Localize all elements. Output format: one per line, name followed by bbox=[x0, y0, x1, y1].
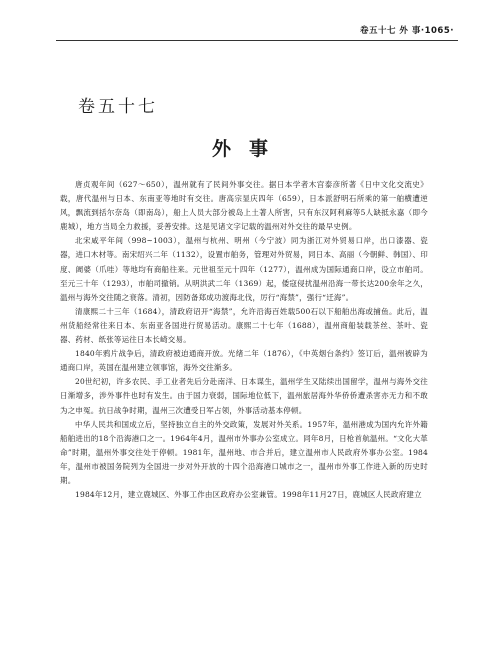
paragraph-3: 清康熙二十三年（1684），清政府诏开“海禁”，允许沿海百姓载500石以下船舶出海或捕鱼。此后，温州货船经常往来日本、东南亚各国进行贸易活动。康熙二十七年（1688），温州商船装载茶丝、茶叶、瓷器、药材、纸张等运往日本长崎交易。 bbox=[60, 306, 428, 345]
section-title: 外事 bbox=[211, 138, 286, 160]
chapter-title: 卷五十七 bbox=[78, 97, 158, 117]
body-text bbox=[60, 178, 428, 502]
header-rule bbox=[56, 40, 458, 41]
paragraph-7: 1984年12月，建立鹿城区、外事工作由区政府办公室兼管。1998年11月27日，鹿城区人民政府建立 bbox=[75, 490, 422, 500]
paragraph-2: 北宋咸平年间（998~1003），温州与杭州、明州（今宁波）同为浙江对外贸易口岸，出口漆器、瓷器，进口木材等。南宋绍兴二年（1132），设置市舶务，管理对外贸易，同日本、高丽（今朝鲜、韩国）、印度、阇婆（爪哇）等地均有商船往来。元世祖至元十四年（1277），温州成为国际通商口岸，设立市舶司。至元三十年（1293），市舶司撤销。从明洪武二年（1369）起，倭寇侵扰温州沿海一带长达200余年之久，温州与海外交往随之衰落。清初，因防备郑成功渡海北伐，厉行“海禁”，强行“迁海”。 bbox=[60, 236, 428, 302]
running-header: 卷五十七 外 事·1065· bbox=[359, 26, 454, 36]
paragraph-4: 1840年鸦片战争后，清政府被迫通商开放。光绪二年（1876），《中英烟台条约》签订后，温州被辟为通商口岸，英国在温州建立领事馆，海外交往渐多。 bbox=[60, 349, 428, 373]
paragraph-1: 唐贞观年间（627～650），温州就有了民间外事交往。据日本学者木宫泰彦所著《日中文化交流史》载，唐代温州与日本、东南亚等地时有交往。唐高宗显庆四年（659），日本派舒明石所乘的第一舶横遭逆风，飘流到括尔奈岛（即南岛），船上人员大部分被岛上土著人所害，只有东汉阿利麻等5人缺抵永嘉（即今鹿城），地方当局全力救援，妥善安排。这是见诸文字记载的温州对外交往的最早史例。 bbox=[60, 180, 428, 232]
paragraph-6: 中华人民共和国成立后，坚持独立自主的外交政策，发展对外关系。1957年，温州港成为国内允许外籍船舶进出的18个沿海港口之一。1964年4月，温州市外事办公室成立。同年8月，日枪首航温州。“文化大革命”时期，温州外事交往处于停顿。1981年，温州地、市合并后，建立温州市人民政府外事办公室。1984年，温州市被国务院列为全国进一步对外开放的十四个沿海港口城市之一，温州市外事工作进入新的历史时期。 bbox=[60, 419, 428, 485]
paragraph-5: 20世纪初，许多农民、手工业者先后分赴南洋、日本谋生，温州学生又陆续出国留学，温州与海外交往日渐增多，涉外事件也时有发生。由于国力衰弱，国际地位低下，温州旅居海外华侨侨遭杀害亦无力和不敢为之申冤。抗日战争时期，温州三次遭受日军占领，外事活动基本停顿。 bbox=[60, 377, 428, 415]
